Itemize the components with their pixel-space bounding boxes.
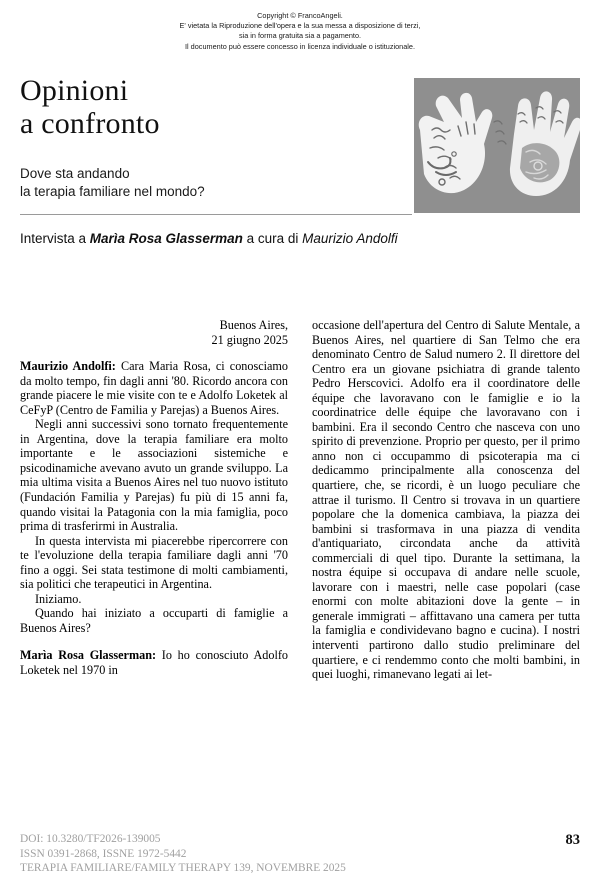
byline-interviewee: Marìa Rosa Glasserman xyxy=(89,231,243,246)
column-left xyxy=(20,318,288,823)
issn-text: ISSN 0391-2868, ISSNE 1972-5442 xyxy=(20,847,187,860)
paragraph-right-1: occasione dell'apertura del Centro di Salute Mentale, a Buenos Aires, nel quartiere di San Telmo che era denominato Centro de Salud numero 2. Il direttore del Centro era un giovane psichiatra di grande talento Pedro Herscovici. Adolfo era il coordinatore delle équipe che lavoravano con le famiglie e io la coordinatrice delle équipe che lavoravano con i bambini. Era il secondo Centro che nasceva con uno spirito di prevenzione. Proprio per questo, per il primo anno non ci occupammo di psicoterapia ma ci dedicammo principalmente alla conoscenza del quartiere, che, se ricordi, è un luogo peculiare che attrae il turismo. Il Centro si trovava in un quartiere popolare che la domenica cambiava, la piazza dei bambini si trasformava in una piazza di vendita d'antiquariato, circondata anche da attività commerciali di quel tipo. Durante la settimana, la nostra équipe si occupava di andare nelle scuole, lavorare con i maestri, nelle case popolari (case enormi con molte abitazioni dove la gente – in generale immigrati – affittavano una camera per tutta la famiglia e condividevano bagno e cucina). I nostri interventi partirono dallo studio preliminare del quartiere, e ci rendemmo conto che molti bambini, in quei luoghi, rimanevano legati ai let- xyxy=(312,318,580,682)
title-line-1: Opinioni xyxy=(20,74,129,107)
byline-prefix: Intervista a xyxy=(20,231,90,246)
column-right xyxy=(312,318,580,823)
byline-middle: a cura di xyxy=(242,231,303,246)
speaker-andolfi: Maurizio Andolfi: xyxy=(20,359,116,374)
journal-text: TERAPIA FAMILIARE/FAMILY THERAPY 139, NOVEMBRE 2025 xyxy=(20,862,346,875)
speaker-glasserman: Marìa Rosa Glasserman: xyxy=(20,647,157,662)
title-line-2: a confronto xyxy=(20,107,160,140)
page-title xyxy=(20,74,400,140)
page-footer xyxy=(20,832,580,876)
paragraph-left-4: Iniziamo. xyxy=(35,591,82,606)
paragraph-andolfi-intro-text: Cara Maria Rosa, ci conosciamo da molto tempo, fin dagli anni '80. Ricordo ancora con grande piacere le mie visite con te e Adolfo Loketek al CeFyP (Centro de Familia y Parejas) a Buenos Aires. xyxy=(20,359,288,417)
dateline xyxy=(20,318,288,347)
paragraph-andolfi-intro xyxy=(20,359,288,417)
subtitle-line-1: Dove sta andando xyxy=(20,166,130,181)
article-body xyxy=(20,318,580,823)
paragraph-left-5: Quando hai iniziato a occuparti di famiglie a Buenos Aires? xyxy=(20,606,288,635)
copyright-line-3: sia in forma gratuita sia a pagamento. xyxy=(238,31,362,41)
byline-interviewer: Maurizio Andolfi xyxy=(302,231,398,246)
page-number: 83 xyxy=(565,832,580,848)
dateline-date: 21 giugno 2025 xyxy=(211,332,288,347)
dateline-place: Buenos Aires, xyxy=(219,318,288,332)
copyright-line-1: Copyright © FrancoAngeli. xyxy=(257,11,343,20)
byline xyxy=(20,230,580,248)
copyright-notice xyxy=(0,11,600,52)
page-subtitle xyxy=(20,165,400,200)
subtitle-line-2: la terapia familiare nel mondo? xyxy=(20,183,205,199)
paragraph-glasserman-intro-text: Io ho conosciuto Adolfo Loketek nel 1970 in xyxy=(20,647,288,677)
masthead xyxy=(20,74,400,200)
paragraph-left-3: In questa intervista mi piacerebbe ripercorrere con te l'evoluzione della terapia familiare dagli anni '70 fino a oggi. Sei stata testimone di molti cambiamenti, sia politici che terapeutici in Argentina. xyxy=(20,533,288,592)
copyright-line-4: Il documento può essere concesso in licenza individuale o istituzionale. xyxy=(185,41,415,51)
paragraph-glasserman-intro xyxy=(20,648,288,677)
footer-metadata xyxy=(20,832,580,876)
masthead-divider xyxy=(20,214,412,215)
paragraph-left-2: Negli anni successivi sono tornato frequentemente in Argentina, dove la terapia familiare era molto importante e le associazioni sistemiche e psicodinamiche avevano avuto un grande sviluppo. La mia ultima visita a Buenos Aires nel tuo nuovo istituto (Fundación Familia y Parejas) fu più di 15 anni fa, quando visitai la Patagonia con la mia famiglia, poco prima di trasferirmi in Australia. xyxy=(20,417,288,534)
copyright-line-2: E' vietata la Riproduzione dell'opera e la sua messa a disposizione di terzi, xyxy=(179,21,421,31)
hands-photo xyxy=(414,78,580,213)
doi-text: DOI: 10.3280/TF2026-139005 xyxy=(20,833,161,845)
